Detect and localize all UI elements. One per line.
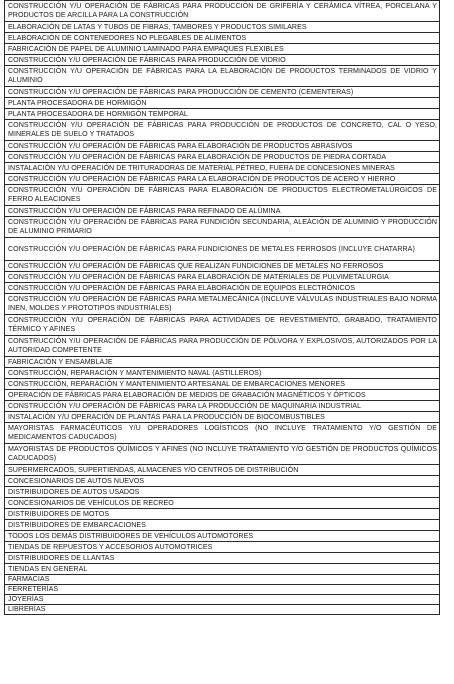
row-text: CONSTRUCCIÓN Y/U OPERACIÓN DE FÁBRICAS PARA FUNDICIONES DE METALES FERROSOS (INCLUYE CHATARRA): [8, 244, 415, 253]
table-row: [5, 206, 439, 217]
row-text: MAYORISTAS FARMACÉUTICOS Y/U OPERADORES LOGÍSTICOS (NO INCLUYE TRATAMIENTO Y/O GESTIÓN DE MEDICAMENTOS CADUCADOS): [8, 424, 437, 441]
row-text: JOYERÍAS: [8, 595, 44, 603]
table-row: [5, 412, 439, 423]
table-row: [5, 163, 439, 174]
table-row: [5, 423, 439, 444]
row-text: CONSTRUCCIÓN Y/U OPERACIÓN DE FÁBRICAS PARA LA ELABORACIÓN DE PRODUCTOS DE ACERO Y HIERRO: [8, 174, 396, 183]
row-text: MAYORISTAS DE PRODUCTOS QUÍMICOS Y AFINES (NO INCLUYE TRATAMIENTO Y/O GESTIÓN DE PRODUCTOS QUÍMICOS CADUCADOS): [8, 445, 437, 462]
table-row: [5, 22, 439, 33]
row-text: CONSTRUCCIÓN Y/U OPERACIÓN DE FÁBRICAS PARA ELABORACIÓN DE MATERIALES DE PULVIMETALURGIA: [8, 272, 389, 281]
row-text: CONSTRUCCIÓN Y/U OPERACIÓN DE FÁBRICAS PARA PRODUCCIÓN DE CEMENTO (CEMENTERAS): [8, 87, 354, 96]
table-row: [5, 238, 439, 261]
row-text: CONSTRUCCIÓN Y/U OPERACIÓN DE FÁBRICAS PARA PRODUCCIÓN DE VIDRIO: [8, 55, 286, 64]
table-row: [5, 336, 439, 357]
table-row: [5, 531, 439, 542]
row-text: CONSTRUCCIÓN Y/U OPERACIÓN DE FÁBRICAS PARA LA ELABORACIÓN DE PRODUCTOS TERMINADOS DE VIDRIO Y ALUMINIO: [8, 67, 437, 84]
table-row: [5, 401, 439, 412]
table-row: [5, 595, 439, 605]
table-row: [5, 542, 439, 553]
table-row: [5, 509, 439, 520]
table-row: [5, 379, 439, 390]
row-text: FABRICACIÓN Y ENSAMBLAJE: [8, 357, 113, 366]
row-text: INSTALACIÓN Y/U OPERACIÓN DE PLANTAS PARA LA PRODUCCIÓN DE BIOCOMBUSTIBLES: [8, 412, 325, 421]
table-row: [5, 98, 439, 109]
row-text: OPERACIÓN DE FÁBRICAS PARA ELABORACIÓN DE MEDIOS DE GRABACIÓN MAGNÉTICOS Y ÓPTICOS: [8, 390, 366, 399]
row-text: DISTRIBUIDORES DE MOTOS: [8, 509, 110, 518]
activity-list-table: [4, 0, 440, 615]
table-row: [5, 283, 439, 294]
table-row: [5, 357, 439, 368]
row-text: CONSTRUCCIÓN Y/U OPERACIÓN DE FÁBRICAS PARA ELABORACIÓN DE PRODUCTOS ELECTROMETALÚRGICOS DE FERRO ALEACIONES: [8, 186, 437, 203]
row-text: SUPERMERCADOS, SUPERTIENDAS, ALMACENES Y/O CENTROS DE DISTRIBUCIÓN: [8, 465, 299, 474]
row-text: PLANTA PROCESADORA DE HORMIGÓN: [8, 98, 147, 107]
row-text: CONSTRUCCIÓN, REPARACIÓN Y MANTENIMIENTO NAVAL (ASTILLEROS): [8, 368, 262, 377]
row-text: CONSTRUCCIÓN Y/U OPERACIÓN DE FÁBRICAS PARA ACTIVIDADES DE REVESTIMIENTO, GRABADO, TRATAMIENTO TÉRMICO Y AFINES: [8, 316, 437, 333]
table-row: [5, 185, 439, 206]
row-text: CONSTRUCCIÓN Y/U OPERACIÓN DE FÁBRICAS PARA METALMECÁNICA (INCLUYE VÁLVULAS INDUSTRIALES BAJO NORMA INEN, MOLDES Y PROTOTIPOS INDUSTRIALES): [8, 295, 437, 312]
row-text: CONSTRUCCIÓN, REPARACIÓN Y MANTENIMIENTO ARTESANAL DE EMBARCACIONES MENORES: [8, 379, 346, 388]
table-row: [5, 261, 439, 272]
table-row: [5, 217, 439, 238]
row-text: CONSTRUCCIÓN Y/U OPERACIÓN DE FÁBRICAS PARA PRODUCCIÓN DE PRODUCTOS DE CONCRETO, CAL O YESO, MINERALES DE SUELO Y TRATADOS: [8, 121, 437, 138]
table-row: [5, 605, 439, 615]
table-row: [5, 272, 439, 283]
table-row: [5, 55, 439, 66]
row-text: CONSTRUCCIÓN Y/U OPERACIÓN DE FÁBRICAS PARA LA PRODUCCIÓN DE MAQUINARIA INDUSTRIAL: [8, 401, 362, 410]
table-row: [5, 585, 439, 595]
table-row: [5, 174, 439, 185]
table-row: [5, 487, 439, 498]
row-text: CONSTRUCCIÓN Y/U OPERACIÓN DE FÁBRICAS PARA PRODUCCIÓN DE GRIFERÍA Y CERÁMICA VÍTREA, PORCELANA Y PRODUCTOS DE ARCILLA PARA LA CONSTRUCCIÓN: [8, 2, 437, 19]
row-text: FARMACIAS: [8, 575, 50, 583]
table-row: [5, 476, 439, 487]
row-text: CONSTRUCCIÓN Y/U OPERACIÓN DE FÁBRICAS PARA ELABORACIÓN DE PRODUCTOS ABRASIVOS: [8, 141, 353, 150]
row-text: INSTALACIÓN Y/U OPERACIÓN DE TRITURADORAS DE MATERIAL PÉTREO, FUERA DE CONCESIONES MINERAS: [8, 163, 395, 172]
row-text: CONCESIONARIOS DE AUTOS NUEVOS: [8, 476, 145, 485]
table-row: [5, 465, 439, 476]
table-row: [5, 1, 439, 22]
table-row: [5, 44, 439, 55]
table-row: [5, 444, 439, 465]
table-row: [5, 368, 439, 379]
table-row: [5, 109, 439, 120]
row-text: LIBRERÍAS: [8, 605, 46, 613]
table-row: [5, 87, 439, 98]
row-text: CONSTRUCCIÓN Y/U OPERACIÓN DE FÁBRICAS PARA ELABORACIÓN DE EQUIPOS ELECTRÓNICOS: [8, 283, 356, 292]
table-row: [5, 120, 439, 141]
table-row: [5, 66, 439, 87]
row-text: FABRICACIÓN DE PAPEL DE ALUMINIO LAMINADO PARA EMPAQUES FLEXIBLES: [8, 44, 284, 53]
table-row: [5, 553, 439, 564]
row-text: DISTRIBUIDORES DE EMBARCACIONES: [8, 520, 146, 529]
row-text: CONSTRUCCIÓN Y/U OPERACIÓN DE FÁBRICAS QUE REALIZAN FUNDICIONES DE METALES NO FERROSOS: [8, 261, 384, 270]
table-row: [5, 520, 439, 531]
row-text: TODOS LOS DEMÁS DISTRIBUIDORES DE VEHÍCULOS AUTOMOTORES: [8, 531, 254, 540]
table-row: [5, 152, 439, 163]
row-text: DISTRIBUIDORES DE LLANTAS: [8, 553, 115, 562]
table-row: [5, 390, 439, 401]
row-text: TIENDAS EN GENERAL: [8, 564, 88, 573]
row-text: DISTRIBUIDORES DE AUTOS USADOS: [8, 487, 140, 496]
row-text: CONSTRUCCIÓN Y/U OPERACIÓN DE FÁBRICAS PARA PRODUCCIÓN DE PÓLVORA Y EXPLOSIVOS, AUTORIZADOS POR LA AUTORIDAD COMPETENTE: [8, 337, 437, 354]
row-text: PLANTA PROCESADORA DE HORMIGÓN TEMPORAL: [8, 109, 188, 118]
table-row: [5, 575, 439, 585]
table-row: [5, 33, 439, 44]
row-text: CONSTRUCCIÓN Y/U OPERACIÓN DE FÁBRICAS PARA ELABORACIÓN DE PRODUCTOS DE PIEDRA CORTADA: [8, 152, 387, 161]
table-row: [5, 315, 439, 336]
row-text: FERRETERÍAS: [8, 585, 59, 593]
row-text: CONCESIONARIOS DE VEHÍCULOS DE RECREO: [8, 498, 174, 507]
row-text: CONSTRUCCIÓN Y/U OPERACIÓN DE FÁBRICAS PARA FUNDICIÓN SECUNDARIA, ALEACIÓN DE ALUMINIO Y PRODUCCIÓN DE ALUMINIO PRIMARIO: [8, 218, 437, 235]
table-row: [5, 294, 439, 315]
row-text: ELABORACIÓN DE LATAS Y TUBOS DE FIBRAS, TAMBORES Y PRODUCTOS SIMILARES: [8, 22, 307, 31]
row-text: TIENDAS DE REPUESTOS Y ACCESORIOS AUTOMOTRICES: [8, 542, 213, 551]
row-text: ELABORACIÓN DE CONTENEDORES NO PLEGABLES DE ALIMENTOS: [8, 33, 247, 42]
table-row: [5, 141, 439, 152]
table-row: [5, 498, 439, 509]
table-row: [5, 564, 439, 575]
row-text: CONSTRUCCIÓN Y/U OPERACIÓN DE FÁBRICAS PARA REFINADO DE ALÚMINA: [8, 206, 281, 215]
